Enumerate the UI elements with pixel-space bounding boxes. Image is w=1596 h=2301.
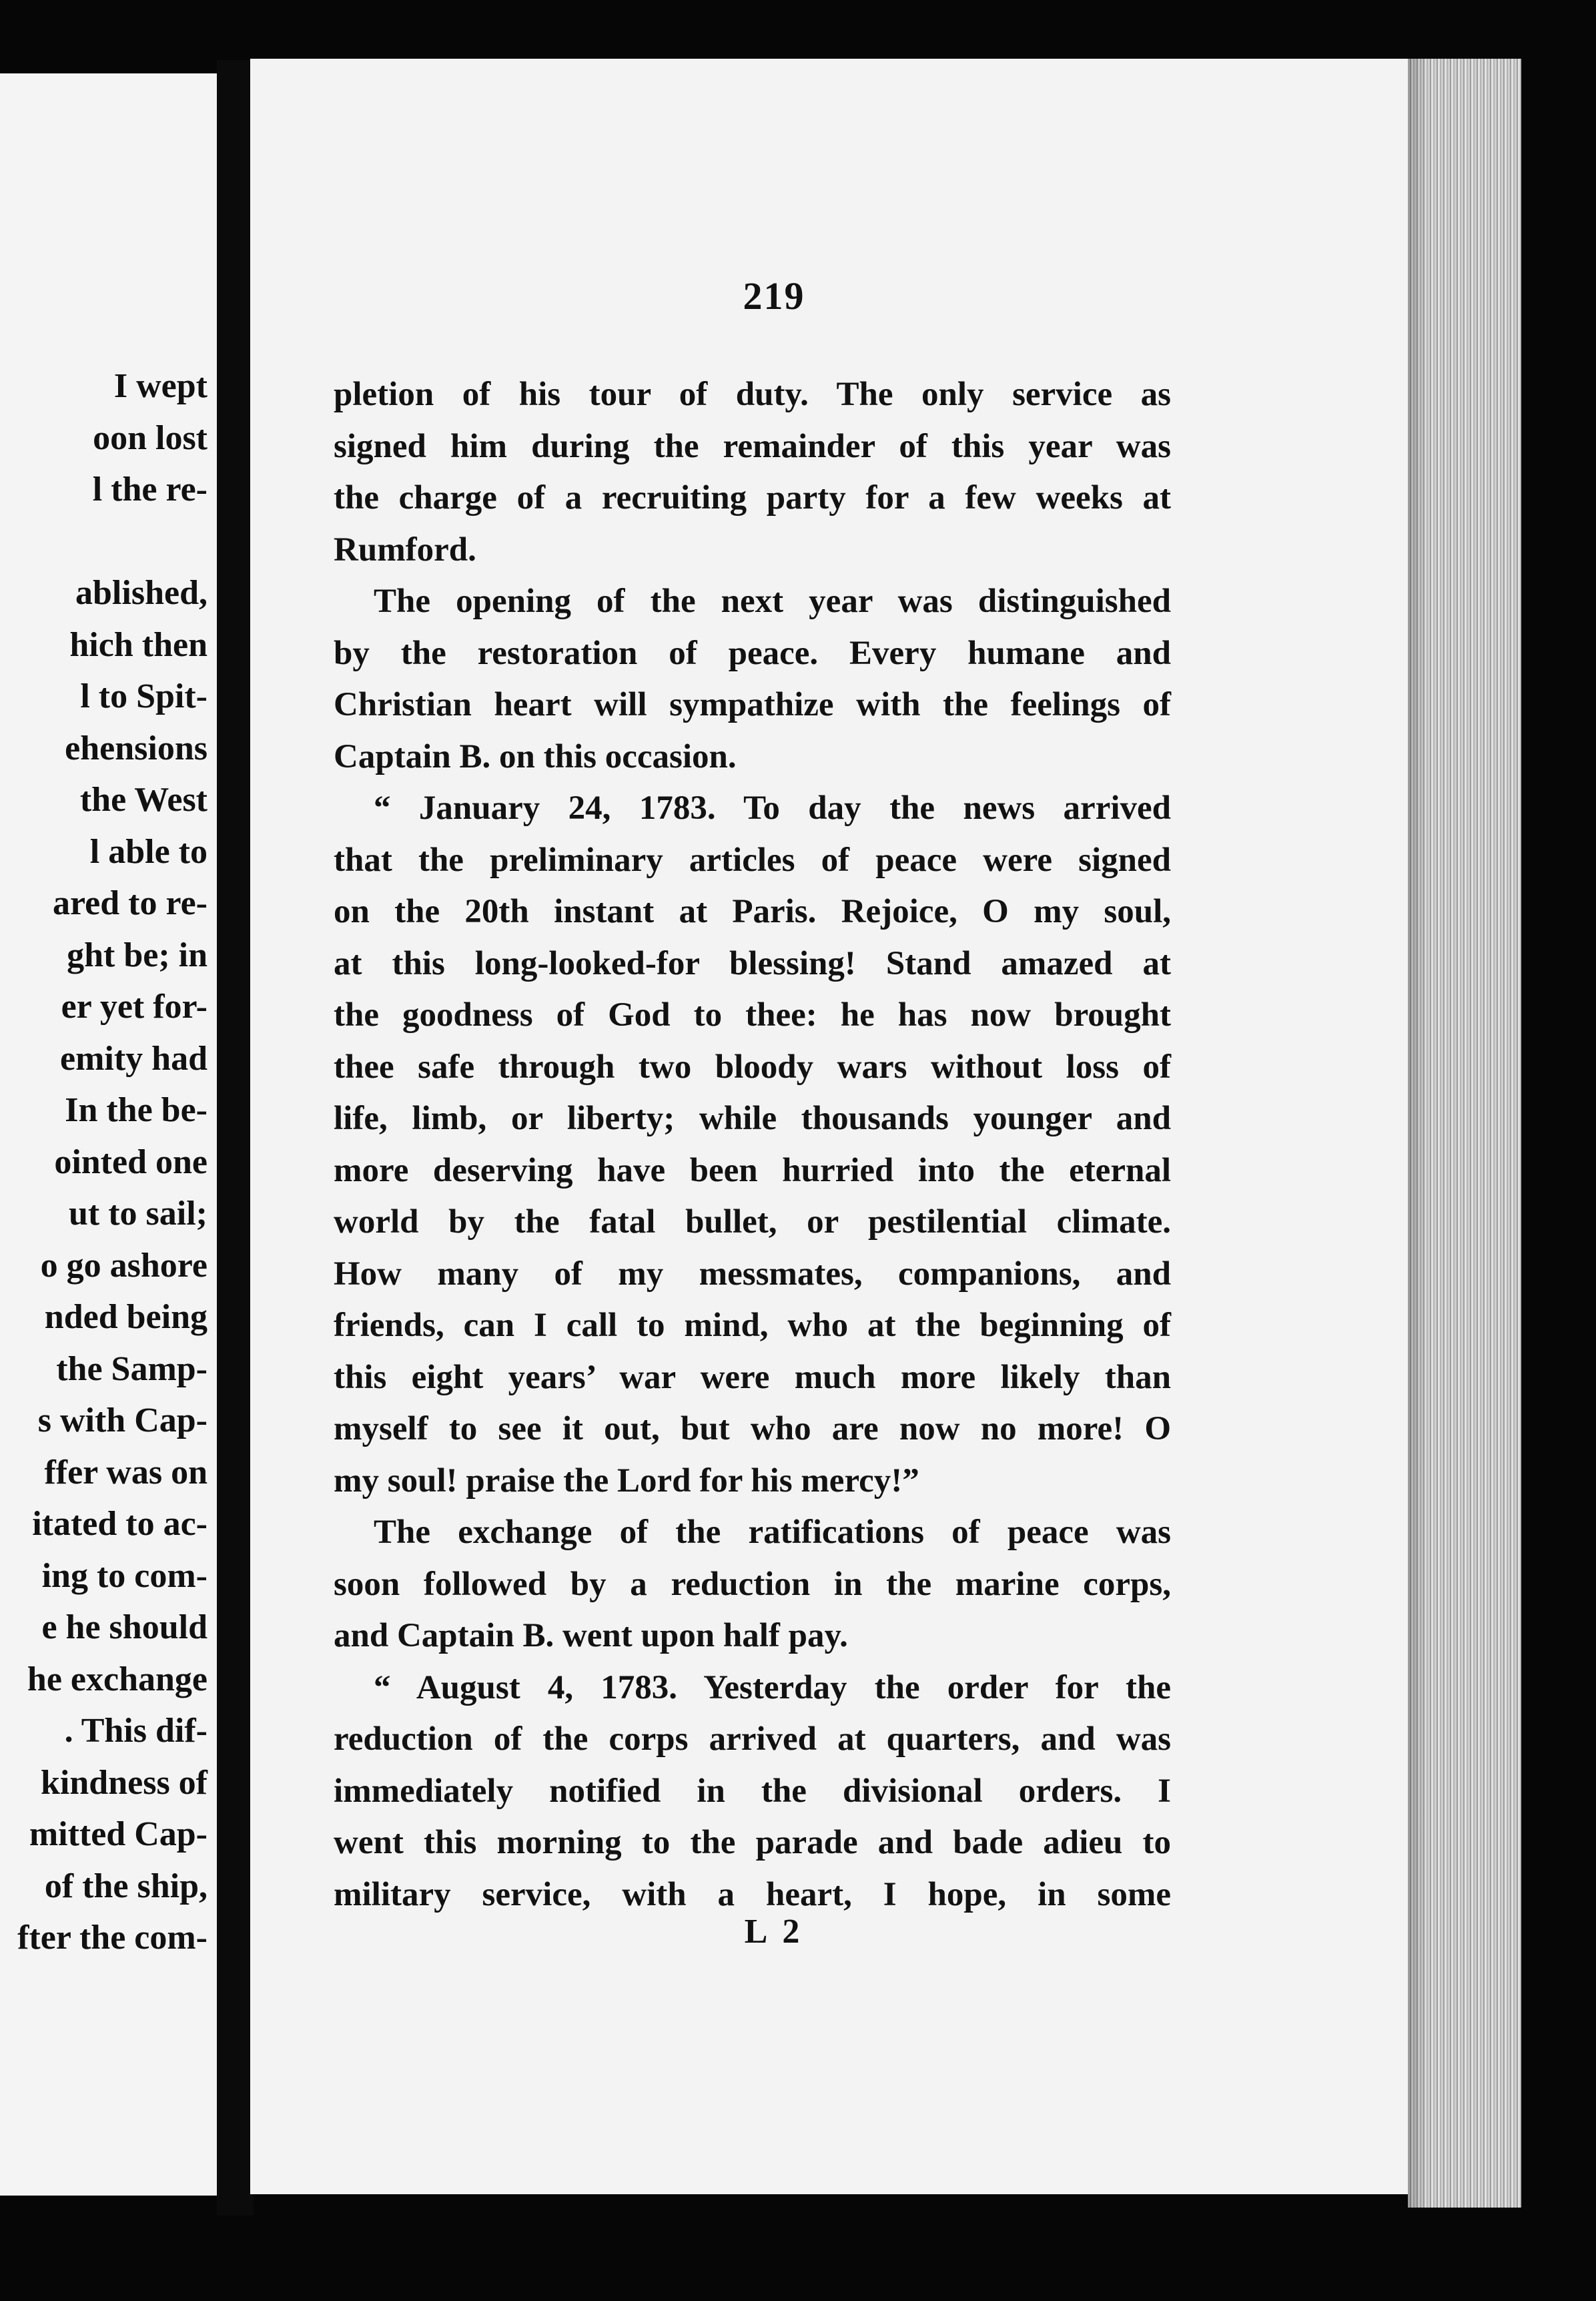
book-gutter <box>217 60 254 2216</box>
text-line: How many of my messmates, companions, and <box>334 1255 1171 1293</box>
text-line: In the be- <box>65 1091 208 1129</box>
text-line: and Captain B. went upon half pay. <box>334 1617 848 1654</box>
text-line: l the re- <box>92 470 208 509</box>
text-line: at this long-looked-for blessing! Stand amazed at <box>334 944 1171 982</box>
text-line: ffer was on <box>44 1453 208 1492</box>
text-line: ing to com- <box>41 1556 208 1595</box>
text-line: emity had <box>60 1039 208 1078</box>
text-line: l able to <box>89 832 208 871</box>
text-line: soon followed by a reduction in the marine corps, <box>334 1565 1171 1603</box>
text-line: the West <box>79 781 208 819</box>
text-line: myself to see it out, but who are now no more! O <box>334 1410 1171 1447</box>
text-line: by the restoration of peace. Every humane and <box>334 634 1171 672</box>
text-line <box>17 516 208 568</box>
text-line: ehensions <box>65 729 208 767</box>
body-text <box>334 369 1171 1921</box>
text-line: life, limb, or liberty; while thousands younger and <box>334 1100 1171 1137</box>
text-line: . This dif- <box>64 1712 208 1750</box>
text-line: The opening of the next year was distinguished <box>374 583 1171 620</box>
text-line: l to Spit- <box>80 677 208 715</box>
page-edge-shadow <box>1408 59 1428 2208</box>
text-line: this eight years’ war were much more likely than <box>334 1358 1171 1396</box>
text-line: mitted Cap- <box>29 1815 208 1853</box>
text-line: ablished, <box>75 574 208 612</box>
text-line: e he should <box>41 1608 208 1646</box>
text-line: Rumford. <box>334 531 476 569</box>
text-line: friends, can I call to mind, who at the beginning of <box>334 1307 1171 1344</box>
text-line: nded being <box>44 1298 208 1336</box>
text-line: I wept <box>113 367 208 405</box>
text-line: reduction of the corps arrived at quarters, and was <box>334 1720 1171 1758</box>
text-line: ght be; in <box>67 936 208 974</box>
text-line: on the 20th instant at Paris. Rejoice, O my soul, <box>334 893 1171 930</box>
text-line: “ August 4, 1783. Yesterday the order for the <box>374 1668 1171 1706</box>
text-line: itated to ac- <box>32 1505 208 1543</box>
text-line: that the preliminary articles of peace were signed <box>334 841 1171 879</box>
text-line: the goodness of God to thee: he has now brought <box>334 996 1171 1034</box>
text-line: “ January 24, 1783. To day the news arrived <box>374 789 1171 827</box>
left-page-text <box>17 360 208 1964</box>
text-line: immediately notified in the divisional orders. I <box>334 1772 1171 1810</box>
text-line: oon lost <box>93 418 208 457</box>
text-line: er yet for- <box>61 988 208 1026</box>
text-line: Captain B. on this occasion. <box>334 737 737 775</box>
text-line: world by the fatal bullet, or pestilential climate. <box>334 1203 1171 1241</box>
signature-mark: L 2 <box>744 1913 804 1951</box>
text-line: the Samp- <box>56 1349 208 1388</box>
text-line: went this morning to the parade and bade adieu to <box>334 1824 1171 1861</box>
page-number: 219 <box>743 274 805 318</box>
text-line: kindness of <box>41 1763 208 1802</box>
text-line: thee safe through two bloody wars without loss of <box>334 1048 1171 1086</box>
text-line: pletion of his tour of duty. The only service as <box>334 376 1171 413</box>
text-line: the charge of a recruiting party for a few weeks at <box>334 479 1171 517</box>
left-page <box>0 73 217 2196</box>
text-line: more deserving have been hurried into the eternal <box>334 1151 1171 1189</box>
text-line: my soul! praise the Lord for his mercy!” <box>334 1461 919 1500</box>
text-line: ointed one <box>54 1142 208 1181</box>
text-line: hich then <box>69 625 208 664</box>
text-line: o go ashore <box>40 1246 208 1285</box>
text-line: The exchange of the ratifications of peace was <box>374 1514 1171 1551</box>
text-line: signed him during the remainder of this year was <box>334 427 1171 465</box>
text-line: s with Cap- <box>37 1401 208 1439</box>
text-line: Christian heart will sympathize with the feelings of <box>334 686 1171 723</box>
text-line: he exchange <box>27 1660 208 1698</box>
text-line: military service, with a heart, I hope, in some <box>334 1875 1171 1913</box>
text-line: fter the com- <box>17 1919 208 1957</box>
text-line: ut to sail; <box>69 1195 208 1233</box>
text-line: of the ship, <box>44 1867 208 1905</box>
text-line: ared to re- <box>53 884 208 922</box>
